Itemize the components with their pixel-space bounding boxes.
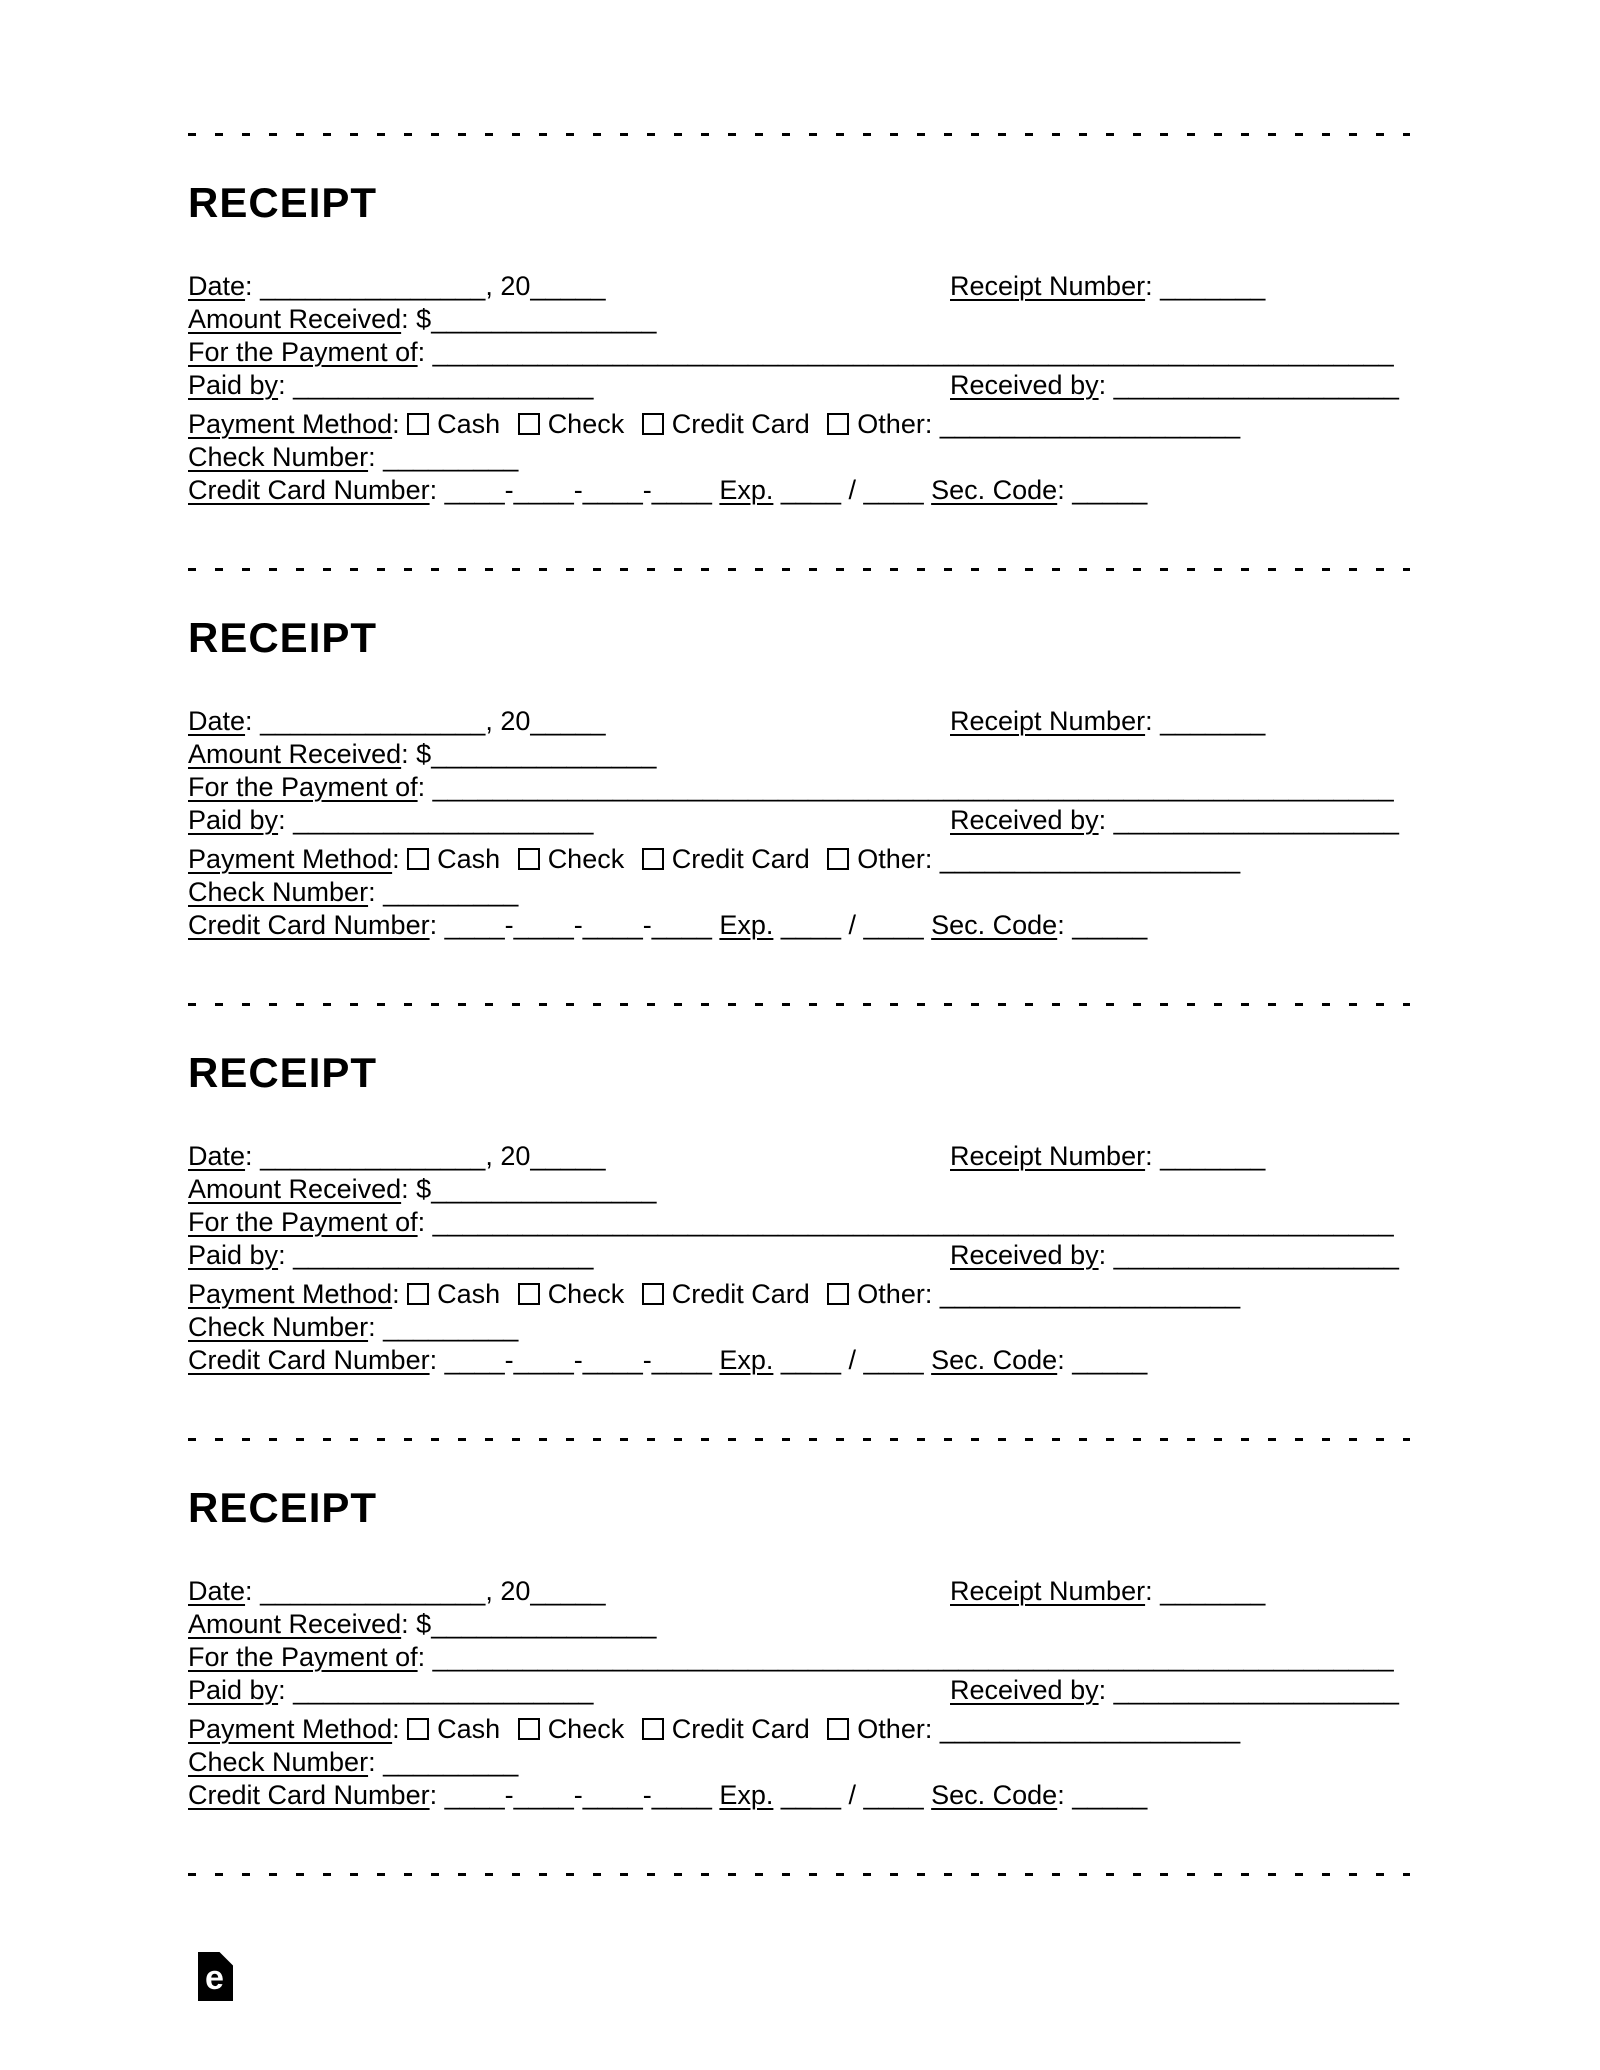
option-cash: Cash — [437, 409, 501, 439]
check-number-row — [188, 1746, 1410, 1779]
checkbox-icon — [407, 1718, 429, 1740]
exp-label: Exp. — [719, 910, 774, 940]
date-label: Date — [188, 706, 246, 736]
dollar-sign: $ — [416, 739, 432, 769]
credit-card-row — [188, 909, 1410, 942]
amount-blank: _______________ — [431, 304, 657, 334]
paid-by-blank: ____________________ — [293, 805, 594, 835]
paid-by-label: Paid by — [188, 370, 279, 400]
sec-code-label: Sec. Code — [931, 910, 1058, 940]
sec-code-label: Sec. Code — [931, 475, 1058, 505]
receipt-number-blank: _______ — [1160, 706, 1266, 736]
colon: : — [924, 409, 933, 439]
other-blank: ____________________ — [939, 844, 1241, 874]
option-cash: Cash — [437, 1279, 501, 1309]
credit-card-blank: ____-____-____-____ — [444, 1345, 712, 1375]
date-blank: _______________ — [260, 271, 486, 301]
check-number-blank: _________ — [383, 442, 519, 472]
amount-label: Amount Received — [188, 1174, 402, 1204]
exp-blank-1: ____ — [780, 910, 841, 940]
colon: : — [429, 1345, 438, 1375]
checkbox-icon — [642, 1283, 664, 1305]
amount-blank: _______________ — [431, 1174, 657, 1204]
paid-by-label: Paid by — [188, 1675, 279, 1705]
date-year-blank: _____ — [530, 1576, 606, 1606]
colon: : — [1145, 1576, 1153, 1606]
colon: : — [401, 304, 409, 334]
colon: : — [1145, 706, 1153, 736]
sec-code-blank: _____ — [1072, 910, 1148, 940]
amount-blank: _______________ — [431, 739, 657, 769]
amount-row — [188, 303, 1410, 336]
option-credit-card: Credit Card — [671, 409, 810, 439]
received-by-field — [950, 369, 1399, 402]
amount-row — [188, 1173, 1410, 1206]
received-by-label: Received by — [950, 1675, 1099, 1705]
date-year-prefix: , 20 — [485, 1576, 531, 1606]
payment-for-label: For the Payment of — [188, 337, 418, 367]
received-by-blank: ___________________ — [1113, 1240, 1399, 1270]
date-blank: _______________ — [260, 706, 486, 736]
other-blank: ____________________ — [939, 1714, 1241, 1744]
option-credit-card: Credit Card — [671, 1714, 810, 1744]
payment-method-row — [188, 408, 1410, 441]
option-check: Check — [547, 1714, 625, 1744]
received-by-blank: ___________________ — [1113, 1675, 1399, 1705]
colon: : — [1057, 1780, 1065, 1810]
checkbox-icon — [827, 848, 849, 870]
colon: : — [278, 1240, 286, 1270]
exp-label: Exp. — [719, 1345, 774, 1375]
checkbox-icon — [407, 1283, 429, 1305]
date-label: Date — [188, 1576, 246, 1606]
receipt-title: RECEIPT — [188, 1049, 378, 1096]
paid-by-row — [188, 1239, 1410, 1272]
amount-label: Amount Received — [188, 1609, 402, 1639]
date-year-blank: _____ — [530, 1141, 606, 1171]
receipt-number-blank: _______ — [1160, 271, 1266, 301]
check-number-label: Check Number — [188, 442, 369, 472]
colon: : — [401, 1174, 409, 1204]
other-blank: ____________________ — [939, 409, 1241, 439]
option-cash: Cash — [437, 1714, 501, 1744]
received-by-blank: ___________________ — [1113, 370, 1399, 400]
payment-method-label: Payment Method — [188, 1714, 393, 1744]
colon: : — [1145, 1141, 1153, 1171]
receipt-section — [188, 1438, 1410, 1812]
paid-by-blank: ____________________ — [293, 370, 594, 400]
date-label: Date — [188, 271, 246, 301]
exp-blank-2: ____ — [863, 1780, 924, 1810]
colon: : — [924, 1279, 933, 1309]
paid-by-row — [188, 1674, 1410, 1707]
checkbox-icon — [518, 848, 540, 870]
exp-blank-1: ____ — [780, 475, 841, 505]
dashed-separator — [188, 133, 1410, 136]
option-other-label: Other — [857, 1279, 925, 1309]
colon: : — [429, 910, 438, 940]
colon: : — [368, 1312, 376, 1342]
colon: : — [278, 370, 286, 400]
payment-for-row — [188, 1641, 1410, 1674]
payment-method-row — [188, 1278, 1410, 1311]
option-credit-card: Credit Card — [671, 1279, 810, 1309]
colon: : — [417, 337, 426, 367]
colon: : — [1098, 370, 1107, 400]
colon: : — [1057, 910, 1065, 940]
colon: : — [924, 1714, 933, 1744]
sec-code-blank: _____ — [1072, 475, 1148, 505]
paid-by-row — [188, 804, 1410, 837]
amount-label: Amount Received — [188, 304, 402, 334]
received-by-field — [950, 1674, 1399, 1707]
credit-card-blank: ____-____-____-____ — [444, 475, 712, 505]
payment-for-row — [188, 1206, 1410, 1239]
dollar-sign: $ — [416, 304, 432, 334]
receipt-number-label: Receipt Number — [950, 706, 1146, 736]
dashed-separator — [188, 1003, 1410, 1006]
checkbox-icon — [518, 1718, 540, 1740]
received-by-label: Received by — [950, 370, 1099, 400]
payment-method-label: Payment Method — [188, 1279, 393, 1309]
receipt-number-label: Receipt Number — [950, 1141, 1146, 1171]
payment-for-row — [188, 771, 1410, 804]
colon: : — [417, 772, 426, 802]
receipt-number-field — [950, 270, 1265, 303]
payment-for-label: For the Payment of — [188, 1642, 418, 1672]
receipt-title: RECEIPT — [188, 179, 378, 226]
colon: : — [429, 475, 438, 505]
colon: : — [392, 409, 400, 439]
credit-card-row — [188, 474, 1410, 507]
checkbox-icon — [407, 413, 429, 435]
credit-card-label: Credit Card Number — [188, 475, 430, 505]
check-number-row — [188, 876, 1410, 909]
checkbox-icon — [642, 848, 664, 870]
colon: : — [245, 1576, 253, 1606]
colon: : — [245, 1141, 253, 1171]
payment-method-label: Payment Method — [188, 844, 393, 874]
check-number-row — [188, 1311, 1410, 1344]
checkbox-icon — [827, 413, 849, 435]
option-check: Check — [547, 409, 625, 439]
check-number-label: Check Number — [188, 877, 369, 907]
exp-label: Exp. — [719, 475, 774, 505]
date-row — [188, 1140, 1410, 1173]
received-by-blank: ___________________ — [1113, 805, 1399, 835]
paid-by-row — [188, 369, 1410, 402]
exp-slash: / — [848, 1345, 857, 1375]
colon: : — [1057, 475, 1065, 505]
payment-for-blank: ________________________________________________________________ — [432, 1207, 1394, 1237]
date-year-blank: _____ — [530, 271, 606, 301]
colon: : — [368, 1747, 376, 1777]
paid-by-label: Paid by — [188, 1240, 279, 1270]
colon: : — [1145, 271, 1153, 301]
eforms-logo — [198, 1952, 233, 2001]
amount-blank: _______________ — [431, 1609, 657, 1639]
checkbox-icon — [518, 1283, 540, 1305]
option-other-label: Other — [857, 409, 925, 439]
payment-for-row — [188, 336, 1410, 369]
colon: : — [368, 442, 376, 472]
check-number-blank: _________ — [383, 1312, 519, 1342]
sec-code-label: Sec. Code — [931, 1780, 1058, 1810]
colon: : — [417, 1642, 426, 1672]
credit-card-label: Credit Card Number — [188, 910, 430, 940]
colon: : — [392, 1714, 400, 1744]
colon: : — [401, 739, 409, 769]
date-row — [188, 270, 1410, 303]
colon: : — [401, 1609, 409, 1639]
exp-slash: / — [848, 475, 857, 505]
option-cash: Cash — [437, 844, 501, 874]
dollar-sign: $ — [416, 1174, 432, 1204]
receipt-number-field — [950, 1575, 1265, 1608]
colon: : — [1057, 1345, 1065, 1375]
dashed-separator — [188, 1873, 1410, 1876]
check-number-blank: _________ — [383, 1747, 519, 1777]
receipt-number-field — [950, 705, 1265, 738]
colon: : — [1098, 1675, 1107, 1705]
colon: : — [417, 1207, 426, 1237]
colon: : — [429, 1780, 438, 1810]
colon: : — [278, 805, 286, 835]
checkbox-icon — [407, 848, 429, 870]
payment-method-row — [188, 1713, 1410, 1746]
payment-for-label: For the Payment of — [188, 1207, 418, 1237]
dashed-separator — [188, 568, 1410, 571]
option-other-label: Other — [857, 1714, 925, 1744]
colon: : — [392, 1279, 400, 1309]
amount-label: Amount Received — [188, 739, 402, 769]
colon: : — [924, 844, 933, 874]
receipt-number-blank: _______ — [1160, 1141, 1266, 1171]
receipt-section — [188, 133, 1410, 507]
checkbox-icon — [642, 1718, 664, 1740]
sec-code-blank: _____ — [1072, 1345, 1148, 1375]
receipt-number-field — [950, 1140, 1265, 1173]
received-by-field — [950, 1239, 1399, 1272]
credit-card-label: Credit Card Number — [188, 1345, 430, 1375]
checkbox-icon — [827, 1718, 849, 1740]
colon: : — [1098, 805, 1107, 835]
date-year-prefix: , 20 — [485, 271, 531, 301]
received-by-label: Received by — [950, 805, 1099, 835]
paid-by-blank: ____________________ — [293, 1240, 594, 1270]
credit-card-row — [188, 1344, 1410, 1377]
date-year-prefix: , 20 — [485, 1141, 531, 1171]
check-number-label: Check Number — [188, 1747, 369, 1777]
amount-row — [188, 1608, 1410, 1641]
date-year-prefix: , 20 — [485, 706, 531, 736]
date-row — [188, 1575, 1410, 1608]
payment-for-label: For the Payment of — [188, 772, 418, 802]
sec-code-label: Sec. Code — [931, 1345, 1058, 1375]
date-year-blank: _____ — [530, 706, 606, 736]
credit-card-row — [188, 1779, 1410, 1812]
receipt-title: RECEIPT — [188, 614, 378, 661]
receipt-number-blank: _______ — [1160, 1576, 1266, 1606]
colon: : — [392, 844, 400, 874]
paid-by-label: Paid by — [188, 805, 279, 835]
sec-code-blank: _____ — [1072, 1780, 1148, 1810]
option-credit-card: Credit Card — [671, 844, 810, 874]
receipt-number-label: Receipt Number — [950, 1576, 1146, 1606]
colon: : — [278, 1675, 286, 1705]
option-check: Check — [547, 844, 625, 874]
exp-label: Exp. — [719, 1780, 774, 1810]
check-number-row — [188, 441, 1410, 474]
credit-card-label: Credit Card Number — [188, 1780, 430, 1810]
exp-slash: / — [848, 1780, 857, 1810]
checkbox-icon — [518, 413, 540, 435]
dashed-separator — [188, 1438, 1410, 1441]
checkbox-icon — [642, 413, 664, 435]
date-blank: _______________ — [260, 1576, 486, 1606]
checkbox-icon — [827, 1283, 849, 1305]
payment-for-blank: ________________________________________________________________ — [432, 772, 1394, 802]
date-label: Date — [188, 1141, 246, 1171]
date-blank: _______________ — [260, 1141, 486, 1171]
payment-method-row — [188, 843, 1410, 876]
check-number-blank: _________ — [383, 877, 519, 907]
colon: : — [245, 706, 253, 736]
credit-card-blank: ____-____-____-____ — [444, 910, 712, 940]
exp-blank-2: ____ — [863, 475, 924, 505]
colon: : — [368, 877, 376, 907]
other-blank: ____________________ — [939, 1279, 1241, 1309]
option-check: Check — [547, 1279, 625, 1309]
receipt-section — [188, 1003, 1410, 1377]
colon: : — [245, 271, 253, 301]
colon: : — [1098, 1240, 1107, 1270]
paid-by-blank: ____________________ — [293, 1675, 594, 1705]
exp-blank-1: ____ — [780, 1345, 841, 1375]
logo-letter: e — [205, 1959, 224, 1997]
payment-for-blank: ________________________________________________________________ — [432, 337, 1394, 367]
payment-for-blank: ________________________________________________________________ — [432, 1642, 1394, 1672]
receipt-section — [188, 568, 1410, 942]
received-by-field — [950, 804, 1399, 837]
option-other-label: Other — [857, 844, 925, 874]
dollar-sign: $ — [416, 1609, 432, 1639]
receipt-number-label: Receipt Number — [950, 271, 1146, 301]
credit-card-blank: ____-____-____-____ — [444, 1780, 712, 1810]
check-number-label: Check Number — [188, 1312, 369, 1342]
payment-method-label: Payment Method — [188, 409, 393, 439]
exp-blank-2: ____ — [863, 910, 924, 940]
exp-blank-1: ____ — [780, 1780, 841, 1810]
date-row — [188, 705, 1410, 738]
exp-blank-2: ____ — [863, 1345, 924, 1375]
receipt-title: RECEIPT — [188, 1484, 378, 1531]
exp-slash: / — [848, 910, 857, 940]
received-by-label: Received by — [950, 1240, 1099, 1270]
amount-row — [188, 738, 1410, 771]
